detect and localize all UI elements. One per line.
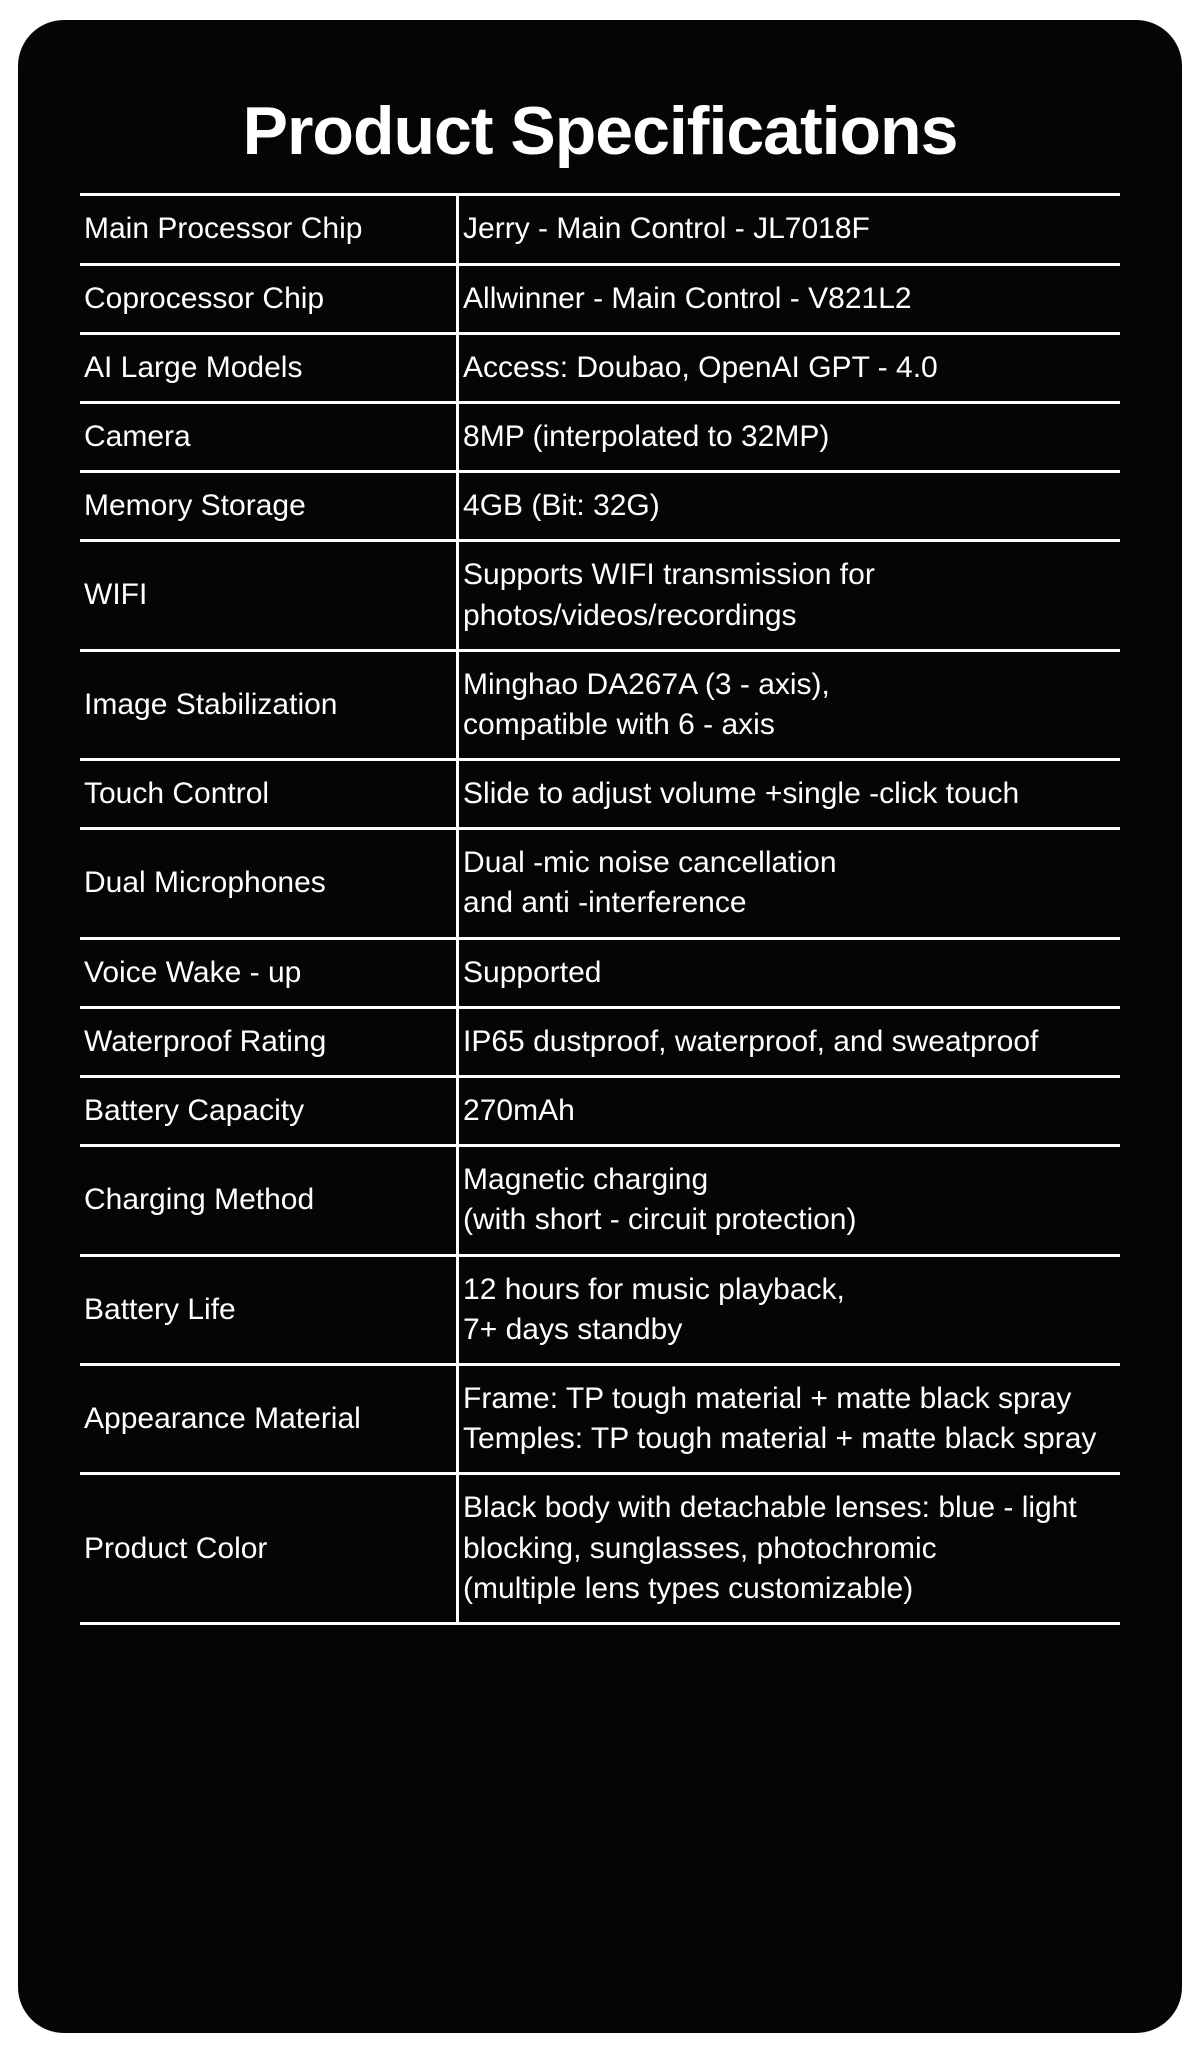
spec-value-line: Black body with detachable lenses: blue - light	[463, 1491, 1077, 1525]
table-row	[80, 650, 1120, 759]
spec-value	[458, 829, 1120, 938]
spec-value-line: Access: Doubao, OpenAI GPT - 4.0	[463, 350, 938, 384]
spec-label: Waterproof Rating	[80, 1007, 458, 1076]
spec-value	[458, 1255, 1120, 1364]
table-row	[80, 195, 1120, 264]
spec-label: Voice Wake - up	[80, 938, 458, 1007]
spec-value	[458, 1146, 1120, 1255]
spec-label: Charging Method	[80, 1146, 458, 1255]
spec-value-line: Supported	[463, 955, 602, 989]
spec-value-line: Dual -mic noise cancellation	[463, 846, 837, 880]
spec-value-line: 7+ days standby	[463, 1312, 683, 1346]
spec-value-line: Allwinner - Main Control - V821L2	[463, 281, 912, 315]
table-row	[80, 1146, 1120, 1255]
spec-value-line: Jerry - Main Control - JL7018F	[463, 212, 870, 246]
spec-value-line: 270mAh	[463, 1094, 575, 1128]
spec-label: Product Color	[80, 1474, 458, 1624]
spec-value-line: (with short - circuit protection)	[463, 1203, 857, 1237]
spec-value	[458, 472, 1120, 541]
table-row	[80, 1007, 1120, 1076]
table-row	[80, 1077, 1120, 1146]
specifications-table	[80, 193, 1120, 1625]
spec-label: Image Stabilization	[80, 650, 458, 759]
spec-label: WIFI	[80, 541, 458, 650]
spec-value	[458, 541, 1120, 650]
spec-value-line: Frame: TP tough material + matte black spray	[463, 1381, 1072, 1415]
spec-value-line: and anti -interference	[463, 886, 747, 920]
spec-value-line: blocking, sunglasses, photochromic	[463, 1531, 937, 1565]
spec-value-line: Magnetic charging	[463, 1163, 709, 1197]
spec-value	[458, 1077, 1120, 1146]
spec-value-line: Slide to adjust volume +single -click touch	[463, 777, 1020, 811]
table-row	[80, 472, 1120, 541]
spec-value-line: Temples: TP tough material + matte black spray	[463, 1422, 1097, 1456]
spec-label: Coprocessor Chip	[80, 264, 458, 333]
spec-value	[458, 333, 1120, 402]
table-row	[80, 541, 1120, 650]
spec-value-line: 12 hours for music playback,	[463, 1272, 845, 1306]
spec-value-line: Supports WIFI transmission for	[463, 558, 875, 592]
spec-label: Touch Control	[80, 760, 458, 829]
spec-value-line: 8MP (interpolated to 32MP)	[463, 419, 830, 453]
spec-value	[458, 760, 1120, 829]
table-row	[80, 1255, 1120, 1364]
spec-label: Memory Storage	[80, 472, 458, 541]
spec-label: Dual Microphones	[80, 829, 458, 938]
spec-value	[458, 938, 1120, 1007]
spec-value	[458, 195, 1120, 264]
spec-label: AI Large Models	[80, 333, 458, 402]
spec-label: Appearance Material	[80, 1364, 458, 1473]
spec-label: Main Processor Chip	[80, 195, 458, 264]
spec-label: Battery Life	[80, 1255, 458, 1364]
spec-value-line: IP65 dustproof, waterproof, and sweatproof	[463, 1024, 1039, 1058]
spec-value	[458, 1474, 1120, 1624]
table-row	[80, 1364, 1120, 1473]
table-row	[80, 333, 1120, 402]
table-row	[80, 829, 1120, 938]
spec-card	[18, 20, 1182, 2033]
table-row	[80, 760, 1120, 829]
spec-value-line: 4GB (Bit: 32G)	[463, 489, 660, 523]
spec-label: Battery Capacity	[80, 1077, 458, 1146]
table-row	[80, 1474, 1120, 1624]
spec-value-line: photos/videos/recordings	[463, 598, 797, 632]
table-row	[80, 402, 1120, 471]
page-title: Product Specifications	[242, 93, 958, 169]
spec-value-line: (multiple lens types customizable)	[463, 1571, 914, 1605]
spec-label: Camera	[80, 402, 458, 471]
spec-value	[458, 650, 1120, 759]
table-row	[80, 938, 1120, 1007]
spec-value	[458, 402, 1120, 471]
spec-value-line: Minghao DA267A (3 - axis),	[463, 667, 830, 701]
spec-value	[458, 1364, 1120, 1473]
spec-value	[458, 1007, 1120, 1076]
spec-value	[458, 264, 1120, 333]
table-row	[80, 264, 1120, 333]
spec-value-line: compatible with 6 - axis	[463, 707, 775, 741]
